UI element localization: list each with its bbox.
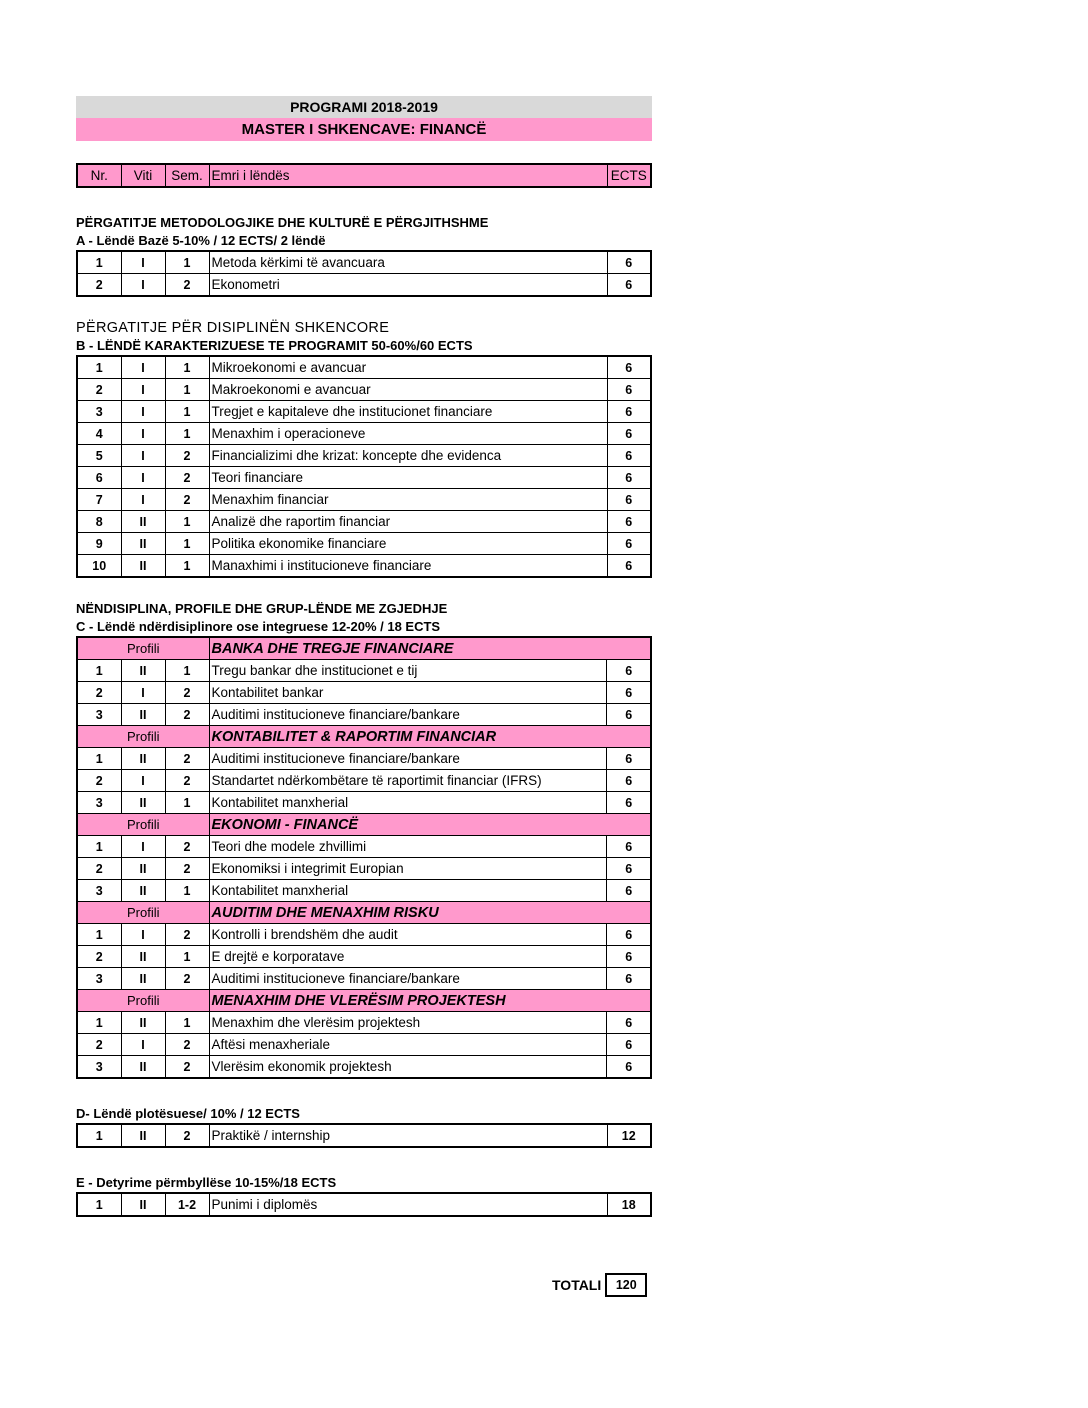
course-name: Menaxhim i operacioneve	[209, 423, 607, 445]
course-sem: 1	[165, 660, 209, 682]
course-sem: 1	[165, 401, 209, 423]
course-sem: 1	[165, 251, 209, 274]
course-sem: 1	[165, 379, 209, 401]
course-viti: II	[121, 748, 165, 770]
course-name: Politika ekonomike financiare	[209, 533, 607, 555]
course-viti: I	[121, 356, 165, 379]
col-sem: Sem.	[165, 164, 209, 187]
course-viti: II	[121, 704, 165, 726]
course-nr: 5	[77, 445, 121, 467]
course-nr: 2	[77, 379, 121, 401]
course-row	[77, 858, 651, 880]
course-sem: 2	[165, 489, 209, 511]
course-name: Kontrolli i brendshëm dhe audit	[209, 924, 607, 946]
course-viti: I	[121, 770, 165, 792]
section-a-heading: PËRGATITJE METODOLOGJIKE DHE KULTURË E PËRGJITHSHME	[76, 215, 489, 230]
section-d-subheading: D- Lëndë plotësuese/ 10% / 12 ECTS	[76, 1106, 300, 1121]
course-viti: I	[121, 489, 165, 511]
section-a-table	[76, 250, 652, 297]
course-row	[77, 1012, 651, 1034]
course-sem: 1	[165, 792, 209, 814]
course-viti: I	[121, 467, 165, 489]
course-viti: II	[121, 792, 165, 814]
course-sem: 2	[165, 1124, 209, 1147]
course-ects: 6	[607, 748, 651, 770]
total-value: 120	[605, 1273, 647, 1297]
course-nr: 2	[77, 770, 121, 792]
course-ects: 6	[607, 423, 651, 445]
course-sem: 2	[165, 858, 209, 880]
course-name: E drejtë e korporatave	[209, 946, 607, 968]
section-d-table	[76, 1123, 652, 1148]
course-sem: 2	[165, 1056, 209, 1079]
section-b-subheading: B - LËNDË KARAKTERIZUESE TE PROGRAMIT 50-60%/60 ECTS	[76, 338, 473, 353]
section-e-table	[76, 1192, 652, 1217]
course-viti: II	[121, 1056, 165, 1079]
course-name: Mikroekonomi e avancuar	[209, 356, 607, 379]
course-viti: II	[121, 968, 165, 990]
course-ects: 6	[607, 946, 651, 968]
course-row	[77, 1056, 651, 1079]
profile-label: Profili	[77, 990, 209, 1012]
course-viti: II	[121, 1012, 165, 1034]
course-row	[77, 423, 651, 445]
course-name: Financializimi dhe krizat: koncepte dhe evidenca	[209, 445, 607, 467]
course-row	[77, 555, 651, 578]
section-b-table	[76, 355, 652, 578]
course-ects: 6	[607, 924, 651, 946]
course-name: Ekonometri	[209, 274, 607, 297]
course-sem: 2	[165, 968, 209, 990]
section-e-subheading: E - Detyrime përmbyllëse 10-15%/18 ECTS	[76, 1175, 337, 1190]
course-row	[77, 748, 651, 770]
section-b-heading: PËRGATITJE PËR DISIPLINËN SHKENCORE	[76, 320, 390, 336]
course-nr: 1	[77, 251, 121, 274]
course-viti: II	[121, 555, 165, 578]
course-ects: 6	[607, 880, 651, 902]
course-name: Teori financiare	[209, 467, 607, 489]
course-sem: 2	[165, 836, 209, 858]
course-viti: I	[121, 924, 165, 946]
course-nr: 3	[77, 1056, 121, 1079]
course-name: Tregu bankar dhe institucionet e tij	[209, 660, 607, 682]
course-row	[77, 401, 651, 423]
total-label: TOTALI	[552, 1277, 602, 1293]
course-row	[77, 968, 651, 990]
course-ects: 6	[607, 356, 651, 379]
profile-label: Profili	[77, 814, 209, 836]
course-nr: 10	[77, 555, 121, 578]
profile-title: EKONOMI - FINANCË	[209, 814, 651, 836]
column-header-row	[77, 164, 651, 187]
course-ects: 6	[607, 1056, 651, 1079]
course-name: Praktikë / internship	[209, 1124, 607, 1147]
course-nr: 4	[77, 423, 121, 445]
course-row	[77, 274, 651, 297]
section-c-table	[76, 636, 652, 1079]
profile-header-row	[77, 726, 651, 748]
course-ects: 6	[607, 770, 651, 792]
course-ects: 6	[607, 1034, 651, 1056]
course-sem: 2	[165, 1034, 209, 1056]
course-name: Menaxhim financiar	[209, 489, 607, 511]
course-sem: 1	[165, 533, 209, 555]
course-ects: 6	[607, 968, 651, 990]
course-nr: 1	[77, 836, 121, 858]
profile-label: Profili	[77, 902, 209, 924]
col-nr: Nr.	[77, 164, 121, 187]
course-nr: 2	[77, 274, 121, 297]
course-nr: 3	[77, 968, 121, 990]
course-row	[77, 1193, 651, 1216]
course-sem: 2	[165, 770, 209, 792]
course-row	[77, 836, 651, 858]
course-sem: 1	[165, 880, 209, 902]
course-viti: I	[121, 445, 165, 467]
course-row	[77, 1124, 651, 1147]
course-ects: 6	[607, 401, 651, 423]
course-name: Auditimi institucioneve financiare/bankare	[209, 704, 607, 726]
course-sem: 2	[165, 924, 209, 946]
course-name: Manaxhimi i institucioneve financiare	[209, 555, 607, 578]
course-sem: 1	[165, 423, 209, 445]
course-nr: 9	[77, 533, 121, 555]
profile-header-row	[77, 637, 651, 660]
course-viti: II	[121, 533, 165, 555]
course-nr: 2	[77, 946, 121, 968]
course-sem: 1	[165, 356, 209, 379]
course-nr: 3	[77, 704, 121, 726]
course-nr: 1	[77, 356, 121, 379]
course-ects: 6	[607, 274, 651, 297]
section-c-subheading: C - Lëndë ndërdisiplinore ose integruese 12-20% / 18 ECTS	[76, 619, 441, 634]
profile-header-row	[77, 814, 651, 836]
course-nr: 2	[77, 858, 121, 880]
course-ects: 6	[607, 489, 651, 511]
course-ects: 6	[607, 704, 651, 726]
program-document	[76, 96, 652, 1217]
course-ects: 6	[607, 792, 651, 814]
course-ects: 6	[607, 251, 651, 274]
column-header-table	[76, 163, 652, 188]
course-viti: I	[121, 379, 165, 401]
course-name: Menaxhim dhe vlerësim projektesh	[209, 1012, 607, 1034]
course-ects: 6	[607, 445, 651, 467]
course-ects: 6	[607, 533, 651, 555]
course-sem: 1	[165, 1012, 209, 1034]
course-nr: 3	[77, 880, 121, 902]
course-viti: I	[121, 423, 165, 445]
course-sem: 1-2	[165, 1193, 209, 1216]
profile-title: KONTABILITET & RAPORTIM FINANCIAR	[209, 726, 651, 748]
course-viti: II	[121, 880, 165, 902]
course-row	[77, 445, 651, 467]
course-sem: 2	[165, 274, 209, 297]
program-title: MASTER I SHKENCAVE: FINANCË	[76, 118, 652, 141]
course-ects: 6	[607, 555, 651, 578]
course-ects: 12	[607, 1124, 651, 1147]
course-ects: 6	[607, 379, 651, 401]
course-viti: I	[121, 251, 165, 274]
profile-title: AUDITIM DHE MENAXHIM RISKU	[209, 902, 651, 924]
section-c-heading: NËNDISIPLINA, PROFILE DHE GRUP-LËNDE ME ZGJEDHJE	[76, 601, 448, 616]
course-row	[77, 704, 651, 726]
total-block	[552, 1273, 647, 1297]
profile-label: Profili	[77, 637, 209, 660]
profile-header-row	[77, 902, 651, 924]
col-viti: Viti	[121, 164, 165, 187]
course-nr: 2	[77, 1034, 121, 1056]
course-nr: 7	[77, 489, 121, 511]
course-sem: 2	[165, 445, 209, 467]
course-row	[77, 924, 651, 946]
course-ects: 6	[607, 467, 651, 489]
course-sem: 2	[165, 682, 209, 704]
course-viti: II	[121, 511, 165, 533]
course-row	[77, 379, 651, 401]
profile-title: BANKA DHE TREGJE FINANCIARE	[209, 637, 651, 660]
course-nr: 2	[77, 682, 121, 704]
course-viti: I	[121, 1034, 165, 1056]
course-sem: 1	[165, 946, 209, 968]
course-nr: 1	[77, 1124, 121, 1147]
course-ects: 18	[607, 1193, 651, 1216]
course-row	[77, 946, 651, 968]
course-viti: I	[121, 836, 165, 858]
course-sem: 1	[165, 555, 209, 578]
course-row	[77, 356, 651, 379]
course-viti: II	[121, 858, 165, 880]
course-name: Punimi i diplomës	[209, 1193, 607, 1216]
course-nr: 1	[77, 924, 121, 946]
course-name: Aftësi menaxheriale	[209, 1034, 607, 1056]
course-ects: 6	[607, 682, 651, 704]
course-viti: II	[121, 1124, 165, 1147]
course-nr: 1	[77, 1012, 121, 1034]
course-row	[77, 1034, 651, 1056]
course-row	[77, 770, 651, 792]
course-name: Auditimi institucioneve financiare/bankare	[209, 748, 607, 770]
course-ects: 6	[607, 1012, 651, 1034]
course-row	[77, 660, 651, 682]
course-viti: I	[121, 682, 165, 704]
course-row	[77, 792, 651, 814]
course-name: Makroekonomi e avancuar	[209, 379, 607, 401]
profile-label: Profili	[77, 726, 209, 748]
course-row	[77, 489, 651, 511]
course-name: Standartet ndërkombëtare të raportimit financiar (IFRS)	[209, 770, 607, 792]
course-nr: 1	[77, 1193, 121, 1216]
course-ects: 6	[607, 836, 651, 858]
course-name: Vlerësim ekonomik projektesh	[209, 1056, 607, 1079]
course-nr: 6	[77, 467, 121, 489]
col-ects: ECTS	[607, 164, 651, 187]
course-name: Analizë dhe raportim financiar	[209, 511, 607, 533]
course-row	[77, 511, 651, 533]
course-name: Kontabilitet manxherial	[209, 880, 607, 902]
course-name: Auditimi institucioneve financiare/bankare	[209, 968, 607, 990]
course-viti: I	[121, 274, 165, 297]
course-row	[77, 251, 651, 274]
course-row	[77, 533, 651, 555]
course-viti: II	[121, 946, 165, 968]
course-name: Tregjet e kapitaleve dhe institucionet financiare	[209, 401, 607, 423]
course-nr: 1	[77, 660, 121, 682]
course-ects: 6	[607, 858, 651, 880]
course-viti: II	[121, 1193, 165, 1216]
course-nr: 8	[77, 511, 121, 533]
course-nr: 3	[77, 401, 121, 423]
col-name: Emri i lëndës	[209, 164, 607, 187]
program-year-header: PROGRAMI 2018-2019	[76, 96, 652, 118]
course-sem: 2	[165, 748, 209, 770]
course-name: Kontabilitet bankar	[209, 682, 607, 704]
section-a-subheading: A - Lëndë Bazë 5-10% / 12 ECTS/ 2 lëndë	[76, 233, 326, 248]
course-name: Kontabilitet manxherial	[209, 792, 607, 814]
course-name: Teori dhe modele zhvillimi	[209, 836, 607, 858]
course-nr: 1	[77, 748, 121, 770]
course-sem: 2	[165, 704, 209, 726]
course-ects: 6	[607, 511, 651, 533]
course-nr: 3	[77, 792, 121, 814]
course-name: Metoda kërkimi të avancuara	[209, 251, 607, 274]
course-row	[77, 467, 651, 489]
course-viti: I	[121, 401, 165, 423]
course-row	[77, 682, 651, 704]
course-name: Ekonomiksi i integrimit Europian	[209, 858, 607, 880]
course-sem: 2	[165, 467, 209, 489]
course-ects: 6	[607, 660, 651, 682]
profile-title: MENAXHIM DHE VLERËSIM PROJEKTESH	[209, 990, 651, 1012]
course-viti: II	[121, 660, 165, 682]
profile-header-row	[77, 990, 651, 1012]
course-row	[77, 880, 651, 902]
course-sem: 1	[165, 511, 209, 533]
